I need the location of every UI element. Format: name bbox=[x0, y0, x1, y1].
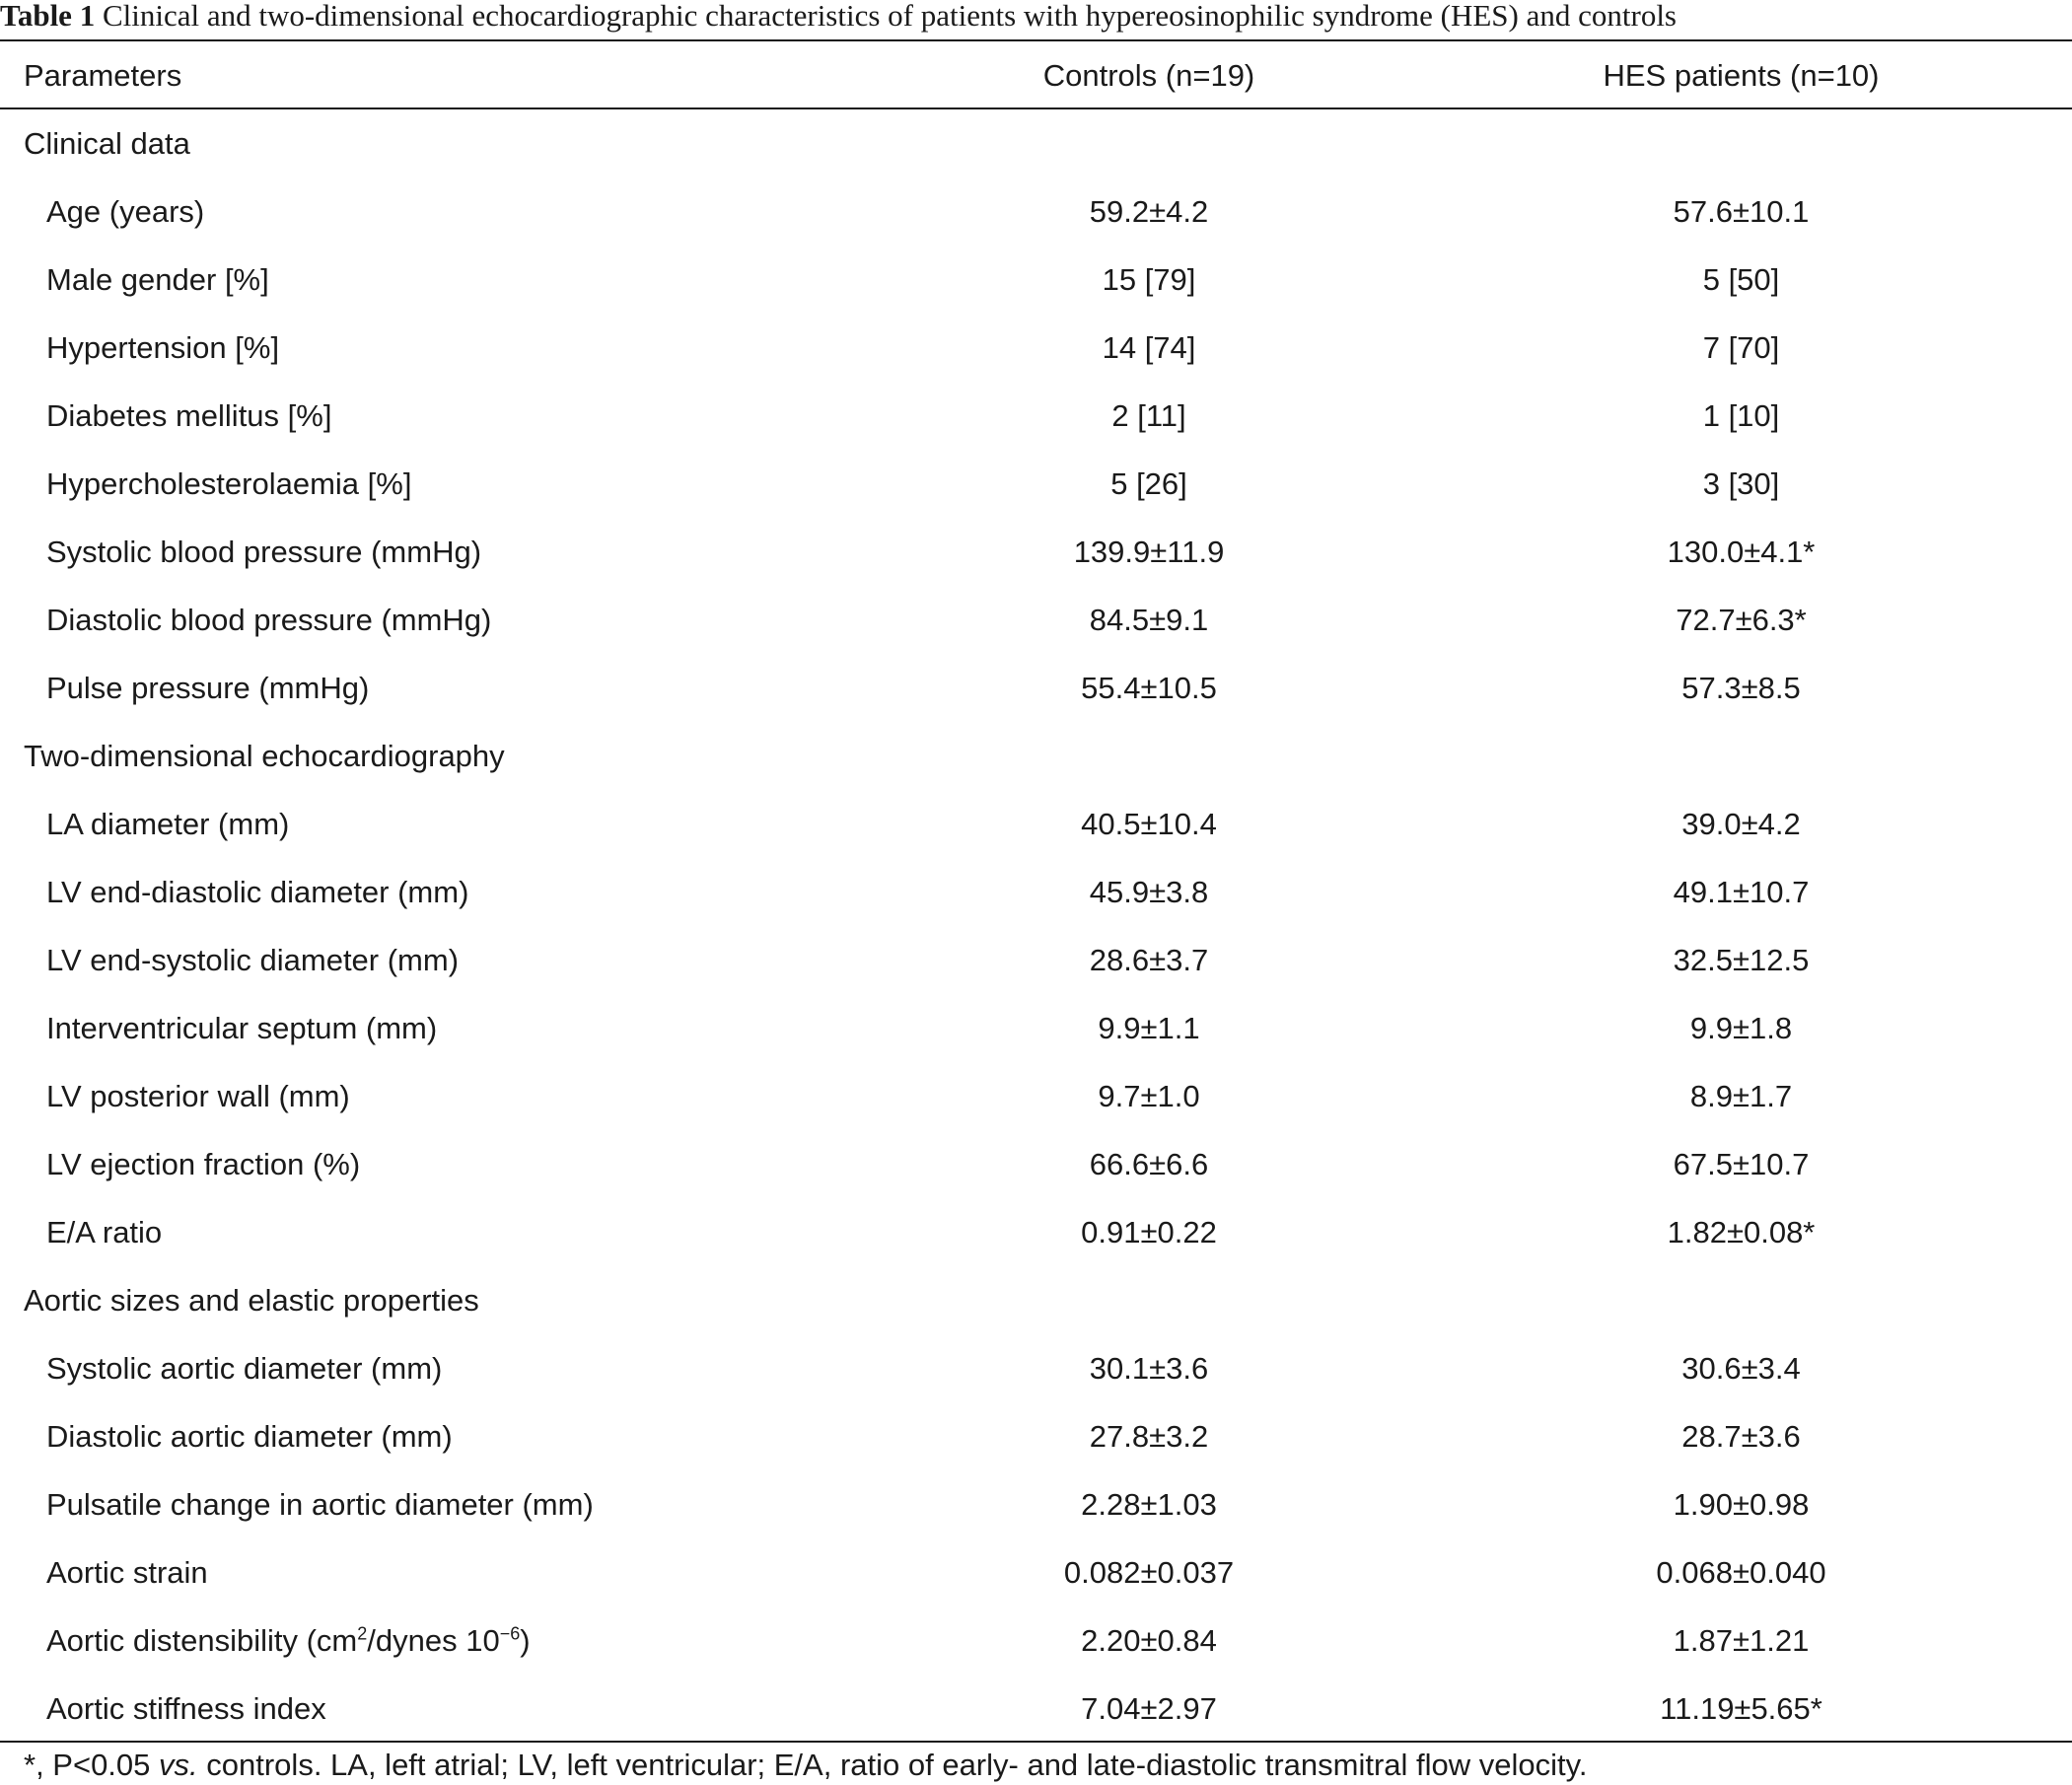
parameter-label-part: −6 bbox=[499, 1623, 521, 1644]
table-row bbox=[0, 450, 2072, 518]
hes-value: 32.5±12.5 bbox=[1673, 942, 1810, 977]
table-title bbox=[0, 0, 2072, 39]
controls-value: 2.28±1.03 bbox=[1081, 1486, 1217, 1522]
header-rule bbox=[0, 107, 2072, 109]
table-row bbox=[0, 1606, 2072, 1675]
parameter-label-part: 2 bbox=[357, 1623, 368, 1644]
section-label: Aortic sizes and elastic properties bbox=[24, 1282, 479, 1318]
table-body bbox=[0, 109, 2072, 1743]
parameter-label: LA diameter (mm) bbox=[46, 806, 290, 841]
hes-value: 9.9±1.8 bbox=[1689, 1010, 1793, 1045]
section-row bbox=[0, 722, 2072, 790]
header-parameters: Parameters bbox=[24, 57, 182, 93]
section-label: Two-dimensional echocardiography bbox=[24, 738, 505, 773]
controls-value: 0.082±0.037 bbox=[1063, 1554, 1235, 1590]
table-row bbox=[0, 858, 2072, 926]
parameter-label: Male gender [%] bbox=[46, 261, 269, 297]
controls-value: 66.6±6.6 bbox=[1089, 1146, 1209, 1181]
table-number: Table 1 bbox=[0, 0, 96, 33]
parameter-label: Aortic stiffness index bbox=[46, 1690, 326, 1726]
footnote-italic: vs. bbox=[159, 1748, 198, 1782]
controls-value: 84.5±9.1 bbox=[1089, 602, 1209, 637]
parameter-label-part: Aortic distensibility (cm bbox=[46, 1622, 358, 1658]
table-row bbox=[0, 1062, 2072, 1130]
bottom-rule bbox=[0, 1741, 2072, 1743]
hes-value: 7 [70] bbox=[1702, 329, 1780, 365]
hes-value: 1.82±0.08* bbox=[1667, 1214, 1816, 1250]
hes-value: 49.1±10.7 bbox=[1673, 874, 1810, 909]
controls-value: 14 [74] bbox=[1102, 329, 1196, 365]
controls-value: 7.04±2.97 bbox=[1081, 1690, 1217, 1726]
controls-value: 139.9±11.9 bbox=[1073, 534, 1225, 569]
parameter-label: Aortic strain bbox=[46, 1554, 208, 1590]
parameter-label: Interventricular septum (mm) bbox=[46, 1010, 438, 1045]
controls-value: 55.4±10.5 bbox=[1081, 670, 1217, 705]
header-controls: Controls (n=19) bbox=[1042, 57, 1255, 93]
table-row bbox=[0, 246, 2072, 314]
controls-value: 30.1±3.6 bbox=[1089, 1350, 1209, 1386]
controls-value: 9.7±1.0 bbox=[1098, 1078, 1200, 1113]
controls-value: 2.20±0.84 bbox=[1081, 1622, 1217, 1658]
hes-value: 67.5±10.7 bbox=[1673, 1146, 1810, 1181]
parameter-label bbox=[0, 1606, 888, 1675]
section-row bbox=[0, 109, 2072, 178]
table-row bbox=[0, 314, 2072, 382]
table-row bbox=[0, 1198, 2072, 1266]
hes-value: 1.87±1.21 bbox=[1673, 1622, 1810, 1658]
hes-value: 130.0±4.1* bbox=[1667, 534, 1816, 569]
hes-value: 1 [10] bbox=[1702, 397, 1780, 433]
table-caption: Clinical and two-dimensional echocardiographic characteristics of patients with hypereosinophilic syndrome (HES) and controls bbox=[102, 0, 1677, 33]
parameter-label: LV posterior wall (mm) bbox=[46, 1078, 350, 1113]
table-row bbox=[0, 994, 2072, 1062]
data-table bbox=[0, 41, 2072, 1743]
table-row bbox=[0, 586, 2072, 654]
parameter-label: Systolic aortic diameter (mm) bbox=[46, 1350, 443, 1386]
hes-value: 0.068±0.040 bbox=[1656, 1554, 1826, 1590]
controls-value: 27.8±3.2 bbox=[1089, 1418, 1209, 1454]
controls-value: 5 [26] bbox=[1110, 465, 1187, 501]
table-row bbox=[0, 382, 2072, 450]
controls-value: 15 [79] bbox=[1102, 261, 1196, 297]
hes-value: 8.9±1.7 bbox=[1689, 1078, 1793, 1113]
table-row bbox=[0, 1538, 2072, 1606]
controls-value: 45.9±3.8 bbox=[1089, 874, 1209, 909]
parameter-label: Hypercholesterolaemia [%] bbox=[46, 465, 412, 501]
section-row bbox=[0, 1266, 2072, 1334]
header-hes: HES patients (n=10) bbox=[1603, 57, 1880, 93]
hes-value: 72.7±6.3* bbox=[1676, 602, 1807, 637]
hes-value: 3 [30] bbox=[1702, 465, 1780, 501]
table-row bbox=[0, 518, 2072, 586]
parameter-label: LV end-diastolic diameter (mm) bbox=[46, 874, 469, 909]
hes-value: 57.6±10.1 bbox=[1673, 193, 1810, 229]
parameter-label: LV end-systolic diameter (mm) bbox=[46, 942, 460, 977]
parameter-label: Hypertension [%] bbox=[46, 329, 280, 365]
table-row bbox=[0, 178, 2072, 246]
hes-value: 11.19±5.65* bbox=[1660, 1690, 1822, 1726]
table-row bbox=[0, 790, 2072, 858]
table-row bbox=[0, 654, 2072, 722]
parameter-label: Pulse pressure (mmHg) bbox=[46, 670, 370, 705]
controls-value: 9.9±1.1 bbox=[1098, 1010, 1200, 1045]
footnote: *, P<0.05 vs. controls. LA, left atrial; LV, left ventricular; E/A, ratio of early- and late-diastolic transmitral flow velocity. bbox=[24, 1748, 1588, 1782]
header-row bbox=[0, 41, 2072, 109]
hes-value: 30.6±3.4 bbox=[1681, 1350, 1801, 1386]
parameter-label: E/A ratio bbox=[46, 1214, 163, 1250]
parameter-label: Pulsatile change in aortic diameter (mm) bbox=[46, 1486, 594, 1522]
controls-value: 59.2±4.2 bbox=[1089, 193, 1209, 229]
parameter-label: Age (years) bbox=[46, 193, 205, 229]
section-label: Clinical data bbox=[24, 125, 190, 161]
table-row bbox=[0, 1334, 2072, 1402]
hes-value: 1.90±0.98 bbox=[1673, 1486, 1810, 1522]
hes-value: 39.0±4.2 bbox=[1681, 806, 1801, 841]
parameter-label: Systolic blood pressure (mmHg) bbox=[46, 534, 482, 569]
controls-value: 40.5±10.4 bbox=[1081, 806, 1217, 841]
controls-value: 0.91±0.22 bbox=[1081, 1214, 1217, 1250]
table-row bbox=[0, 1130, 2072, 1198]
hes-value: 28.7±3.6 bbox=[1681, 1418, 1801, 1454]
table-row bbox=[0, 926, 2072, 994]
table-row bbox=[0, 1470, 2072, 1538]
table-row bbox=[0, 1675, 2072, 1743]
hes-value: 5 [50] bbox=[1702, 261, 1780, 297]
controls-value: 2 [11] bbox=[1111, 397, 1186, 433]
parameter-label: Diabetes mellitus [%] bbox=[46, 397, 332, 433]
parameter-label-part: /dynes 10 bbox=[367, 1622, 500, 1658]
parameter-label: Diastolic blood pressure (mmHg) bbox=[46, 602, 492, 637]
controls-value: 28.6±3.7 bbox=[1089, 942, 1209, 977]
parameter-label: Diastolic aortic diameter (mm) bbox=[46, 1418, 453, 1454]
table-row bbox=[0, 1402, 2072, 1470]
parameter-label: LV ejection fraction (%) bbox=[46, 1146, 361, 1181]
parameter-label-part: ) bbox=[520, 1622, 531, 1658]
hes-value: 57.3±8.5 bbox=[1681, 670, 1801, 705]
